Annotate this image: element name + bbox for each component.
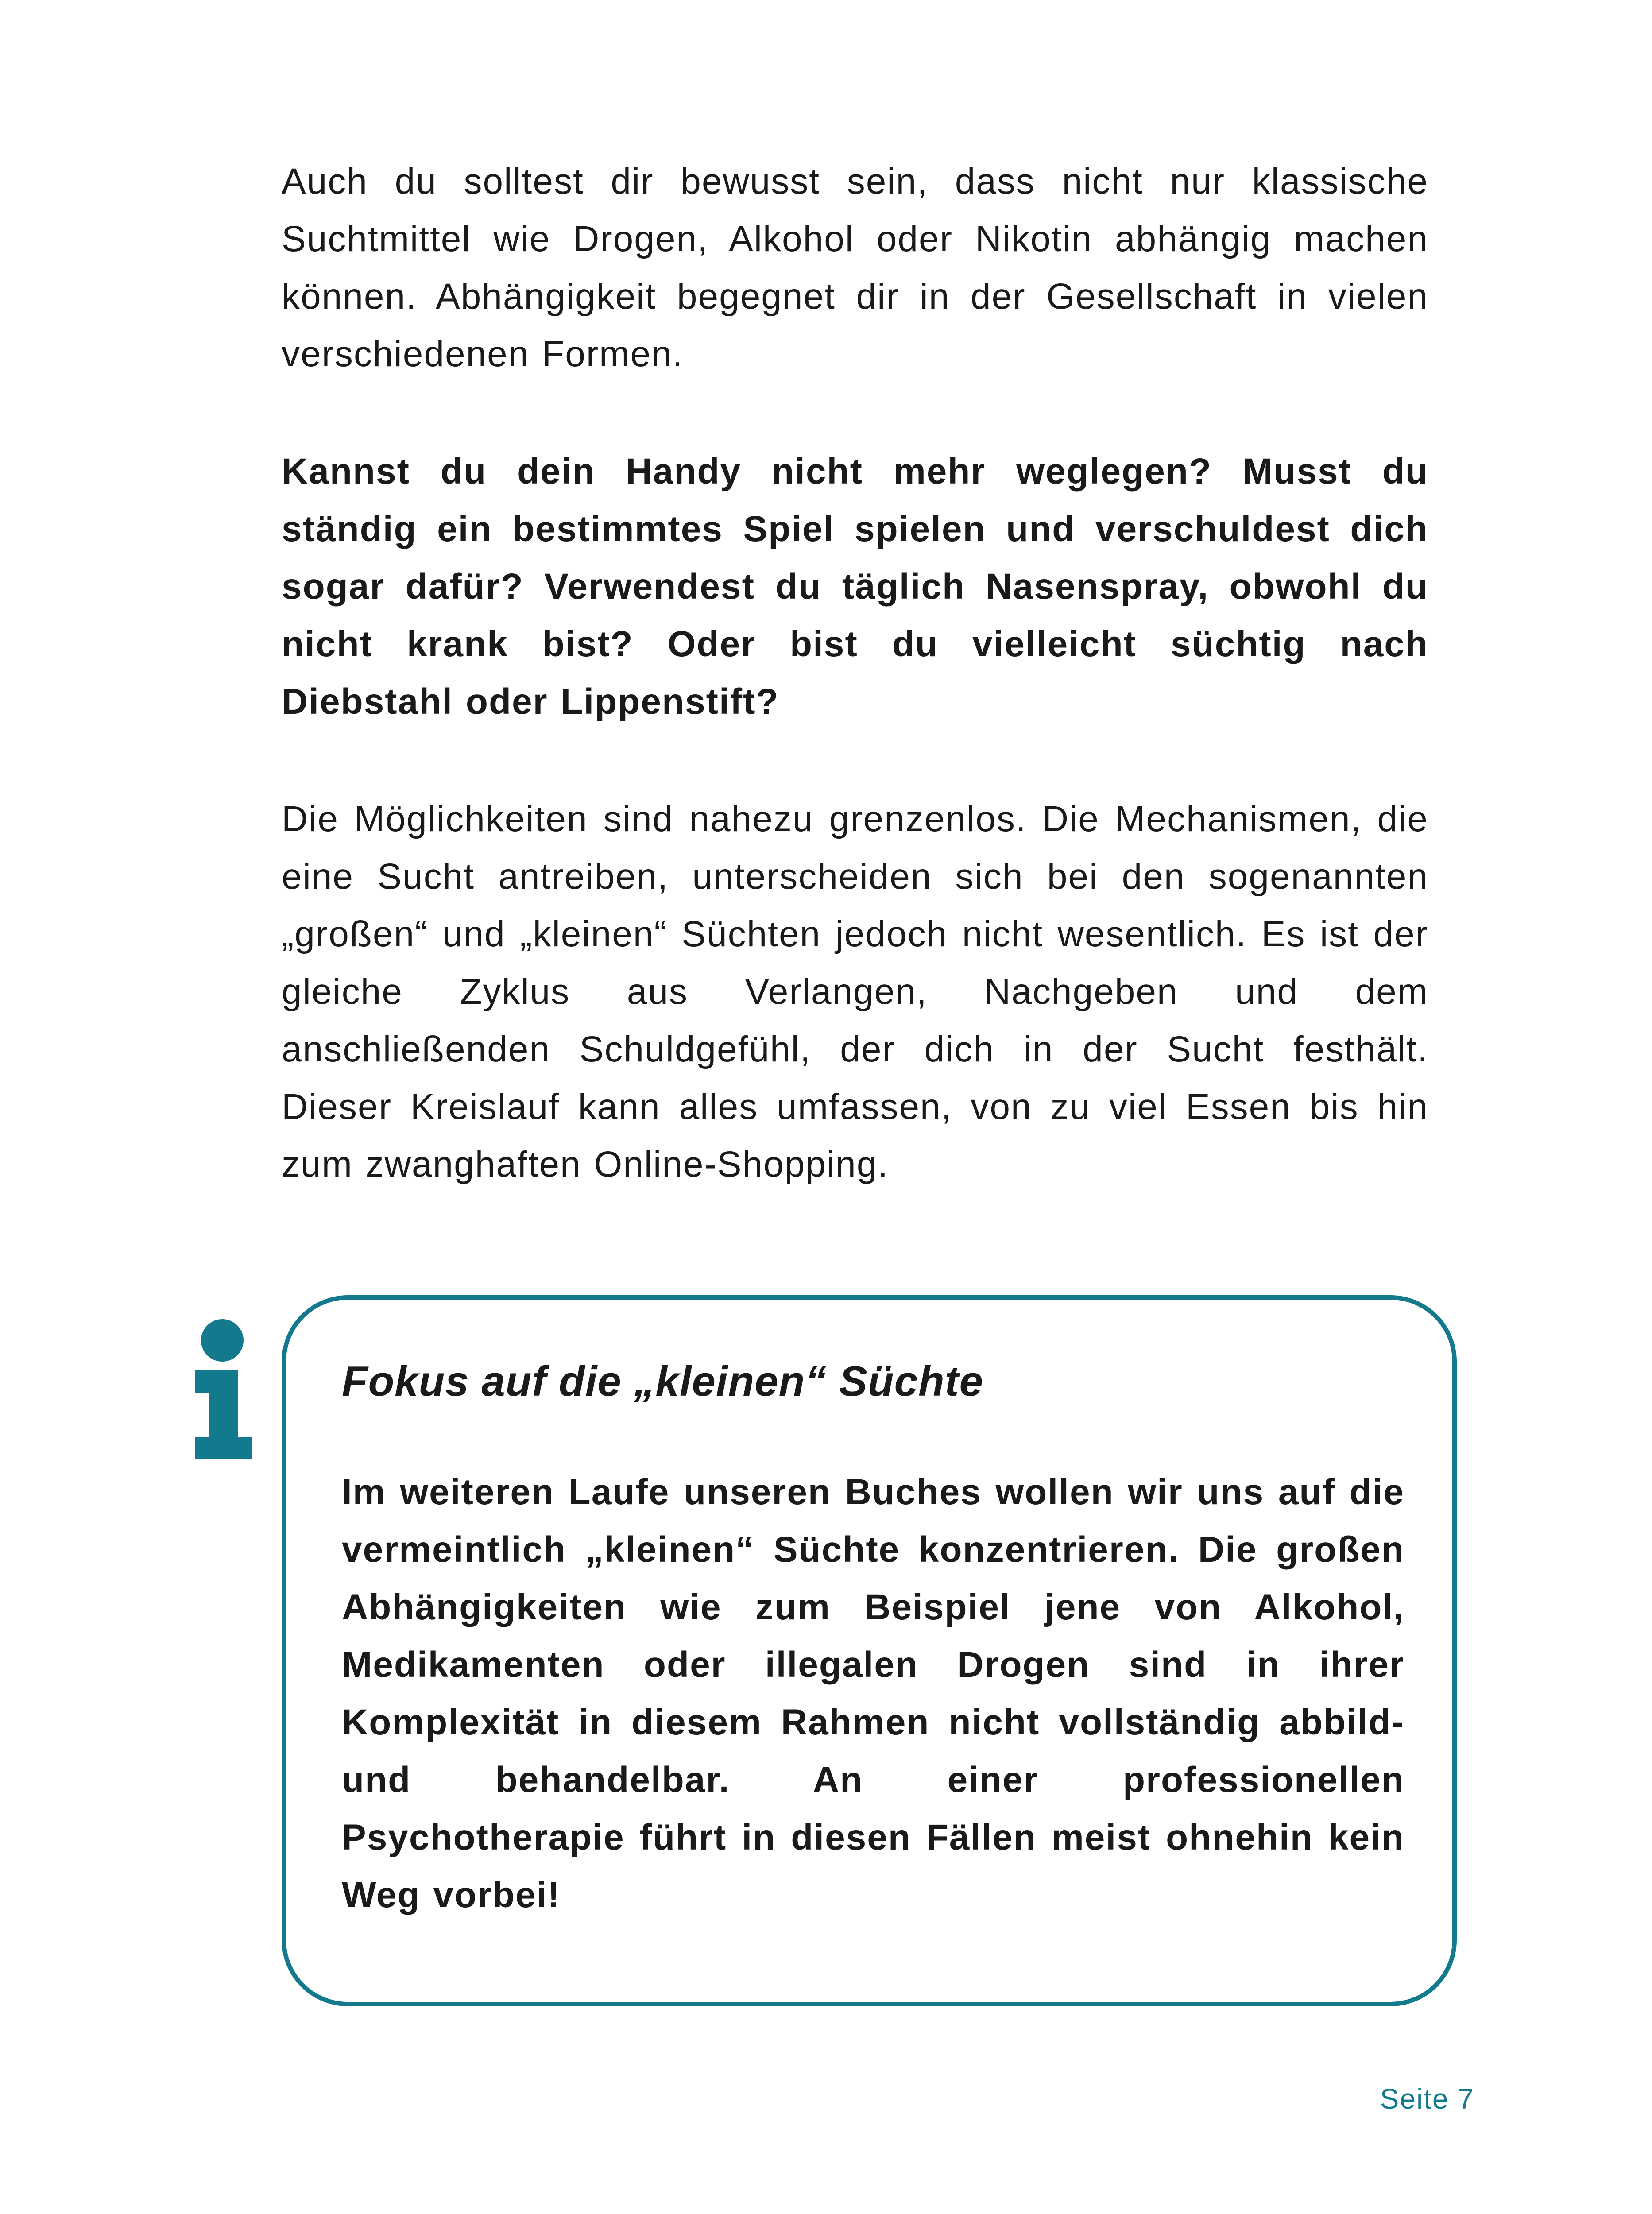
info-box-title: Fokus auf die „kleinen“ Süchte: [342, 1358, 983, 1405]
body-paragraph-3: Die Möglichkeiten sind nahezu grenzenlos. Die Mechanismen, die eine Sucht antreiben, unterscheiden sich bei den sogenannten „großen“ und „kleinen“ Süchten jedoch nicht wesentlich. Es ist der gleiche Zyklus aus Verlangen, Nachgeben und dem anschließenden Schuldgefühl, der dich in der Sucht festhält. Dieser Kreislauf kann alles umfassen, von zu viel Essen bis hin zum zwanghaften Online-Shopping.: [282, 799, 1428, 1184]
info-box: [282, 1295, 1457, 2006]
page-number: Seite 7: [1380, 2083, 1474, 2115]
info-box-text: Im weiteren Laufe unseren Buches wollen wir uns auf die vermeintlich „kleinen“ Süchte konzentrieren. Die großen Abhängigkeiten wie zum Beispiel jene von Alkohol, Medikamenten oder illegalen Drogen sind in ihrer Komplexität in diesem Rahmen nicht vollständig abbild- und behandelbar. An einer professionellen Psychotherapie führt in diesen Fällen meist ohnehin kein Weg vorbei!: [342, 1472, 1404, 1915]
info-icon: [190, 1317, 257, 1463]
body-paragraph-1: Auch du solltest dir bewusst sein, dass nicht nur klassische Suchtmittel wie Drogen, Alkohol oder Nikotin abhängig machen können. Abhängigkeit begegnet dir in der Gesellschaft in vielen verschiedenen Formen.: [282, 161, 1428, 374]
body-paragraph-2-questions: Kannst du dein Handy nicht mehr weglegen? Musst du ständig ein bestimmtes Spiel spielen und verschuldest dich sogar dafür? Verwendest du täglich Nasenspray, obwohl du nicht krank bist? Oder bist du vielleicht süchtig nach Diebstahl oder Lippenstift?: [282, 451, 1428, 722]
